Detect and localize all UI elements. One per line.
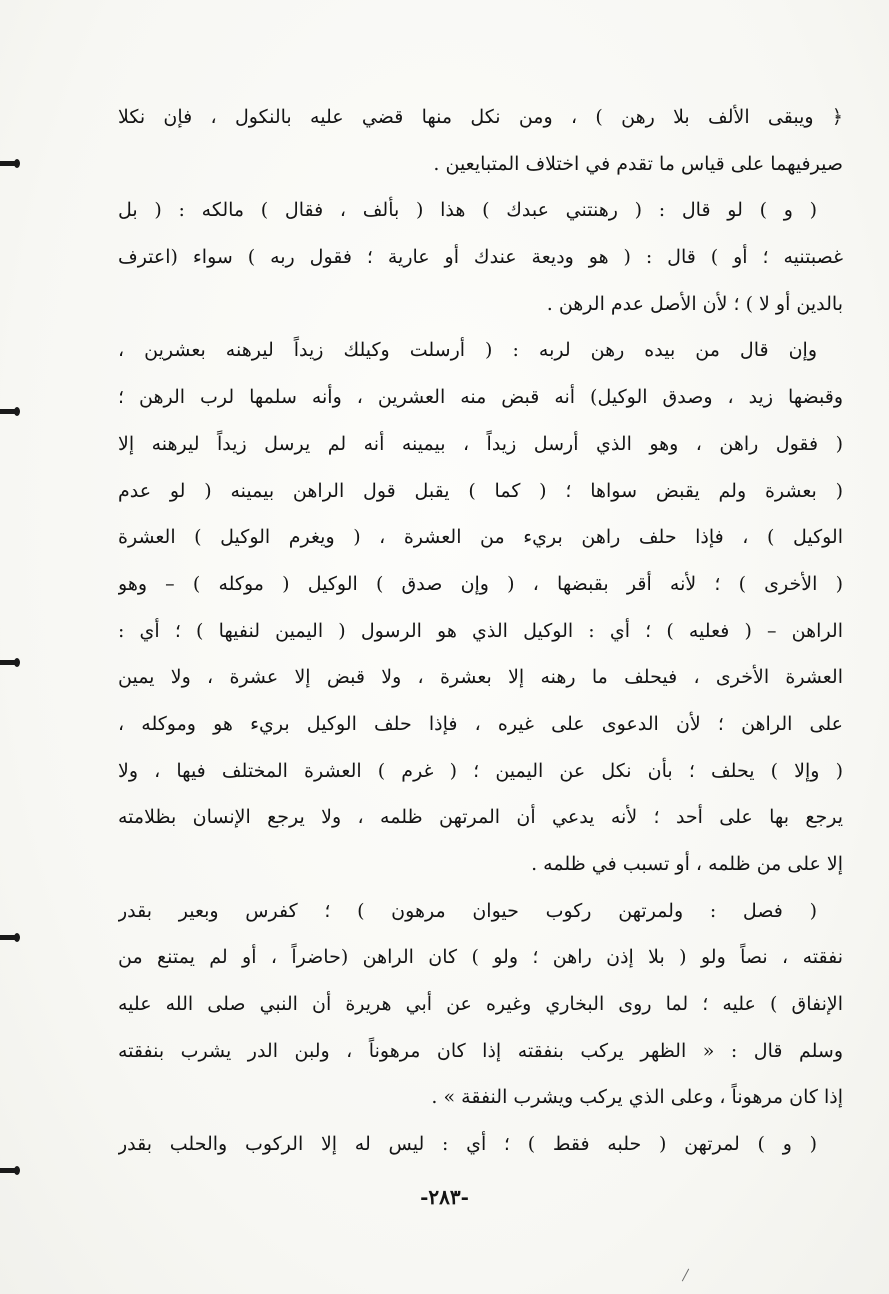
- text-line: ( و ) لمرتهن ( حلبه فقط ) ؛ أي : ليس له إلا الركوب والحلب بقدر: [118, 1133, 817, 1156]
- text-line: إذا كان مرهوناً ، وعلى الذي يركب ويشرب النفقة » .: [431, 1086, 843, 1109]
- text-line: غصبتنيه ؛ أو ) قال : ( هو وديعة عندك أو عارية ؛ فقول ربه ) سواء (اعترف: [118, 246, 843, 269]
- text-line: ( فصل : ولمرتهن ركوب حيوان مرهون ) ؛ كفرس وبعير بقدر: [118, 899, 817, 922]
- text-line: نفقته ، نصاً ولو ( بلا إذن راهن ؛ ولو ) كان الراهن (حاضراً ، أو لم يمتنع من: [118, 946, 843, 969]
- text-line: وسلم قال : « الظهر يركب بنفقته إذا كان مرهوناً ، ولبن الدر يشرب بنفقته: [118, 1039, 843, 1062]
- page-number: -٢٨٣-: [420, 1185, 469, 1209]
- text-line: صيرفيهما على قياس ما تقدم في اختلاف المتبايعين .: [433, 152, 843, 175]
- text-line: على الراهن ؛ لأن الدعوى على غيره ، فإذا حلف الوكيل بريء هو وموكله ،: [118, 712, 843, 735]
- margin-mark: [0, 409, 18, 414]
- margin-mark: [0, 660, 18, 665]
- margin-mark: [0, 935, 18, 940]
- body-text: [118, 94, 843, 1168]
- text-line: العشرة الأخرى ، فيحلف ما رهنه إلا بعشرة ، ولا قبض إلا عشرة ، ولا يمين: [118, 666, 843, 689]
- text-line: ( بعشرة ولم يقبض سواها ؛ ( كما ) يقبل قول الراهن بيمينه ( لو عدم: [118, 479, 843, 502]
- margin-mark: [0, 161, 18, 166]
- scan-artifact: [682, 1269, 689, 1282]
- text-line: يرجع بها على أحد ؛ لأنه يدعي أن المرتهن ظلمه ، ولا يرجع الإنسان بظلامته: [118, 806, 843, 829]
- text-line: ( الأخرى ) ؛ لأنه أقر بقبضها ، ( وإن صدق ) الوكيل ( موكله ) – وهو: [118, 572, 843, 595]
- text-line: الراهن – ( فعليه ) ؛ أي : الوكيل الذي هو الرسول ( اليمين لنفيها ) ؛ أي :: [118, 619, 843, 642]
- text-line: وقبضها زيد ، وصدق الوكيل) أنه قبض منه العشرين ، وأنه سلمها لرب الرهن ؛: [118, 386, 843, 409]
- text-line: ( و ) لو قال : ( رهنتني عبدك ) هذا ( بألف ، فقال ) مالكه : ( بل: [118, 199, 817, 222]
- text-line: ﴿ ويبقى الألف بلا رهن ) ، ومن نكل منها قضي عليه بالنكول ، فإن نكلا: [118, 106, 843, 128]
- text-line: ( فقول راهن ، وهو الذي أرسل زيداً ، بيمينه أنه لم يرسل زيداً ليرهنه إلا: [118, 432, 843, 455]
- text-line: الوكيل ) ، فإذا حلف راهن بريء من العشرة ، ( ويغرم الوكيل ) العشرة: [118, 526, 843, 549]
- margin-mark: [0, 1168, 18, 1173]
- text-line: الإنفاق ) عليه ؛ لما روى البخاري وغيره عن أبي هريرة أن النبي صلى الله عليه: [118, 993, 843, 1016]
- text-line: بالدين أو لا ) ؛ لأن الأصل عدم الرهن .: [546, 292, 843, 315]
- text-line: ( وإلا ) يحلف ؛ بأن نكل عن اليمين ؛ ( غرم ) العشرة المختلف فيها ، ولا: [118, 759, 843, 782]
- text-line: وإن قال من بيده رهن لربه : ( أرسلت وكيلك زيداً ليرهنه بعشرين ،: [118, 339, 817, 362]
- text-line: إلا على من ظلمه ، أو تسبب في ظلمه .: [531, 853, 843, 875]
